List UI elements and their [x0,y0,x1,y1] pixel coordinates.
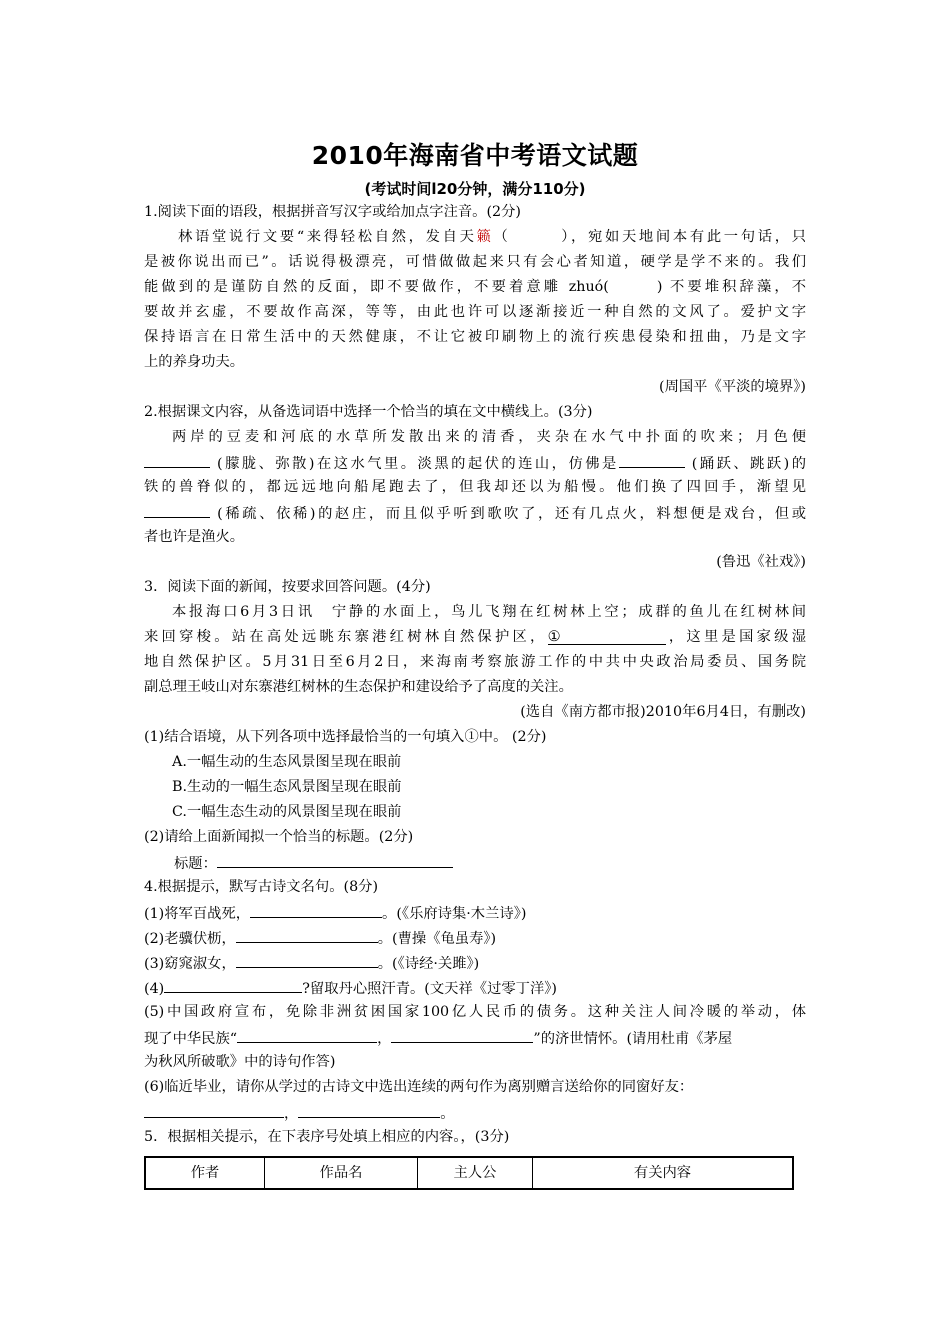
q2-source: (鲁迅《社戏》) [716,554,806,570]
q4-blank-8[interactable] [298,1100,440,1118]
q3-option-a: A.一幅生动的生态风景图呈现在眼前 [172,754,402,770]
q4-blank-4[interactable] [164,975,302,993]
q1-line-2: 是被你说出而已”。话说得极漂亮，可惜做做起来只有会心者知道，硬学是学不来的。我们 [144,254,806,270]
q3-line-4: 副总理王岐山对东寨港红树林的生态保护和建设给予了高度的关注。 [144,679,573,695]
page-subtitle: (考试时间l20分钟，满分110分) [364,180,586,198]
q3-title-line [144,850,806,875]
q4-line-9: ， 。 [144,1100,806,1125]
q4-line-4: (4) ?留取丹心照汗青。(文天祥《过零丁洋》) [144,975,806,1000]
q1-line-5: 保持语言在日常生活中的天然健康，不让它被印刷物上的流行疾患侵染和扭曲，乃是文字 [144,329,806,345]
q5-table-header-row [145,1157,793,1189]
q3-blank-1[interactable]: ① [548,625,666,645]
q4-line-3: (3)窈窕淑女， 。(《诗经·关雎》) [144,950,806,975]
q4-blank-3[interactable] [236,950,378,968]
q1-line-3: 能做到的是谨防自然的反面，即不要做作，不要着意雕 zhuó( ) 不要堆积辞藻，不 [144,279,806,295]
q2-blank-3[interactable] [144,500,210,518]
q3-title-label: 标题： [174,856,217,872]
q1-line-6: 上的养身功夫。 [144,354,245,370]
q3-title-blank[interactable] [217,850,453,868]
q5-table [144,1156,794,1190]
q2-line-2: (朦胧、弥散)在这水气里。淡黑的起伏的连山，仿佛是 (踊跃、跳跃)的 [144,450,806,475]
q5-header-work: 作品名 [265,1157,418,1189]
q4-blank-7[interactable] [144,1100,284,1118]
q2-blank-1[interactable] [144,450,210,468]
q4-blank-6[interactable] [391,1025,533,1043]
q5-header-content: 有关内容 [533,1157,794,1189]
q3-sub1: (1)结合语境，从下列各项中选择最恰当的一句填入①中。 (2分) [144,729,547,745]
q1-source: (周国平《平淡的境界》) [659,379,806,395]
exam-content [144,200,806,1190]
q2-line-4: (稀疏、依稀)的赵庄，而且似乎听到歌吹了，还有几点火，料想便是戏台，但或 [144,500,806,525]
q1-dotted-char: 籁 [476,229,494,245]
q4-blank-5[interactable] [237,1025,377,1043]
q2-line-3: 铁的兽脊似的，都远远地向船尾跑去了，但我却还以为船慢。他们换了四回手，渐望见 [144,479,806,495]
q4-line-7: 为秋风所破歌》中的诗句作答) [144,1054,336,1070]
q4-line-2: (2)老骥伏枥， 。(曹操《龟虽寿》) [144,925,806,950]
q1-line-1: 林语堂说行文要“来得轻松自然，发自天籁（ ），宛如天地间本有此一句话，只 [178,229,807,245]
q5-header-protagonist: 主人公 [418,1157,533,1189]
q3-option-b: B.生动的一幅生态风景图呈现在眼前 [172,779,402,795]
q5-header-author: 作者 [145,1157,265,1189]
q3-source: (选自《南方都市报)2010年6月4日，有删改) [520,704,806,720]
page-title: 2010年海南省中考语文试题 [311,141,639,170]
q3-line-3: 地自然保护区。5月31日至6月2日，来海南考察旅游工作的中共中央政治局委员、国务院 [144,654,806,670]
q3-line-1: 本报海口6月3日讯 宁静的水面上，鸟儿飞翔在红树林上空；成群的鱼儿在红树林间 [172,604,806,620]
q4-line-5: (5)中国政府宣布，免除非洲贫困国家100亿人民币的债务。这种关注人间冷暖的举动，体 [144,1004,806,1020]
q4-blank-1[interactable] [250,900,382,918]
q2-prompt: 2.根据课文内容，从备选词语中选择一个恰当的填在文中横线上。(3分) [144,404,593,420]
q2-line-5: 者也许是渔火。 [144,529,245,545]
q4-prompt: 4.根据提示，默写古诗文名句。(8分) [144,879,379,895]
q1-prompt: 1.阅读下面的语段，根据拼音写汉字或给加点字注音。(2分) [144,204,522,220]
q3-option-c: C.一幅生态生动的风景图呈现在眼前 [172,804,402,820]
q2-blank-2[interactable] [619,450,685,468]
q5-prompt: 5．根据相关提示，在下表序号处填上相应的内容。，(3分) [144,1129,510,1145]
q2-line-1: 两岸的豆麦和河底的水草所发散出来的清香，夹杂在水气中扑面的吹来；月色便 [172,429,806,445]
q1-line-4: 要故并玄虚，不要故作高深，等等，由此也许可以逐渐接近一种自然的文风了。爱护文字 [144,304,806,320]
q4-line-1: (1)将军百战死， 。(《乐府诗集·木兰诗》) [144,900,806,925]
q3-sub2: (2)请给上面新闻拟一个恰当的标题。(2分) [144,829,414,845]
q4-blank-2[interactable] [236,925,378,943]
q3-prompt: 3．阅读下面的新闻，按要求回答问题。(4分) [144,579,431,595]
q4-line-8: (6)临近毕业，请你从学过的古诗文中选出连续的两句作为离别赠言送给你的同窗好友： [144,1079,694,1095]
q4-line-6: 现了中华民族“ ， ”的济世情怀。(请用杜甫《茅屋 [144,1025,806,1050]
q3-line-2: 来回穿梭。站在高处远眺东寨港红树林自然保护区，① ，这里是国家级湿 [144,625,806,650]
